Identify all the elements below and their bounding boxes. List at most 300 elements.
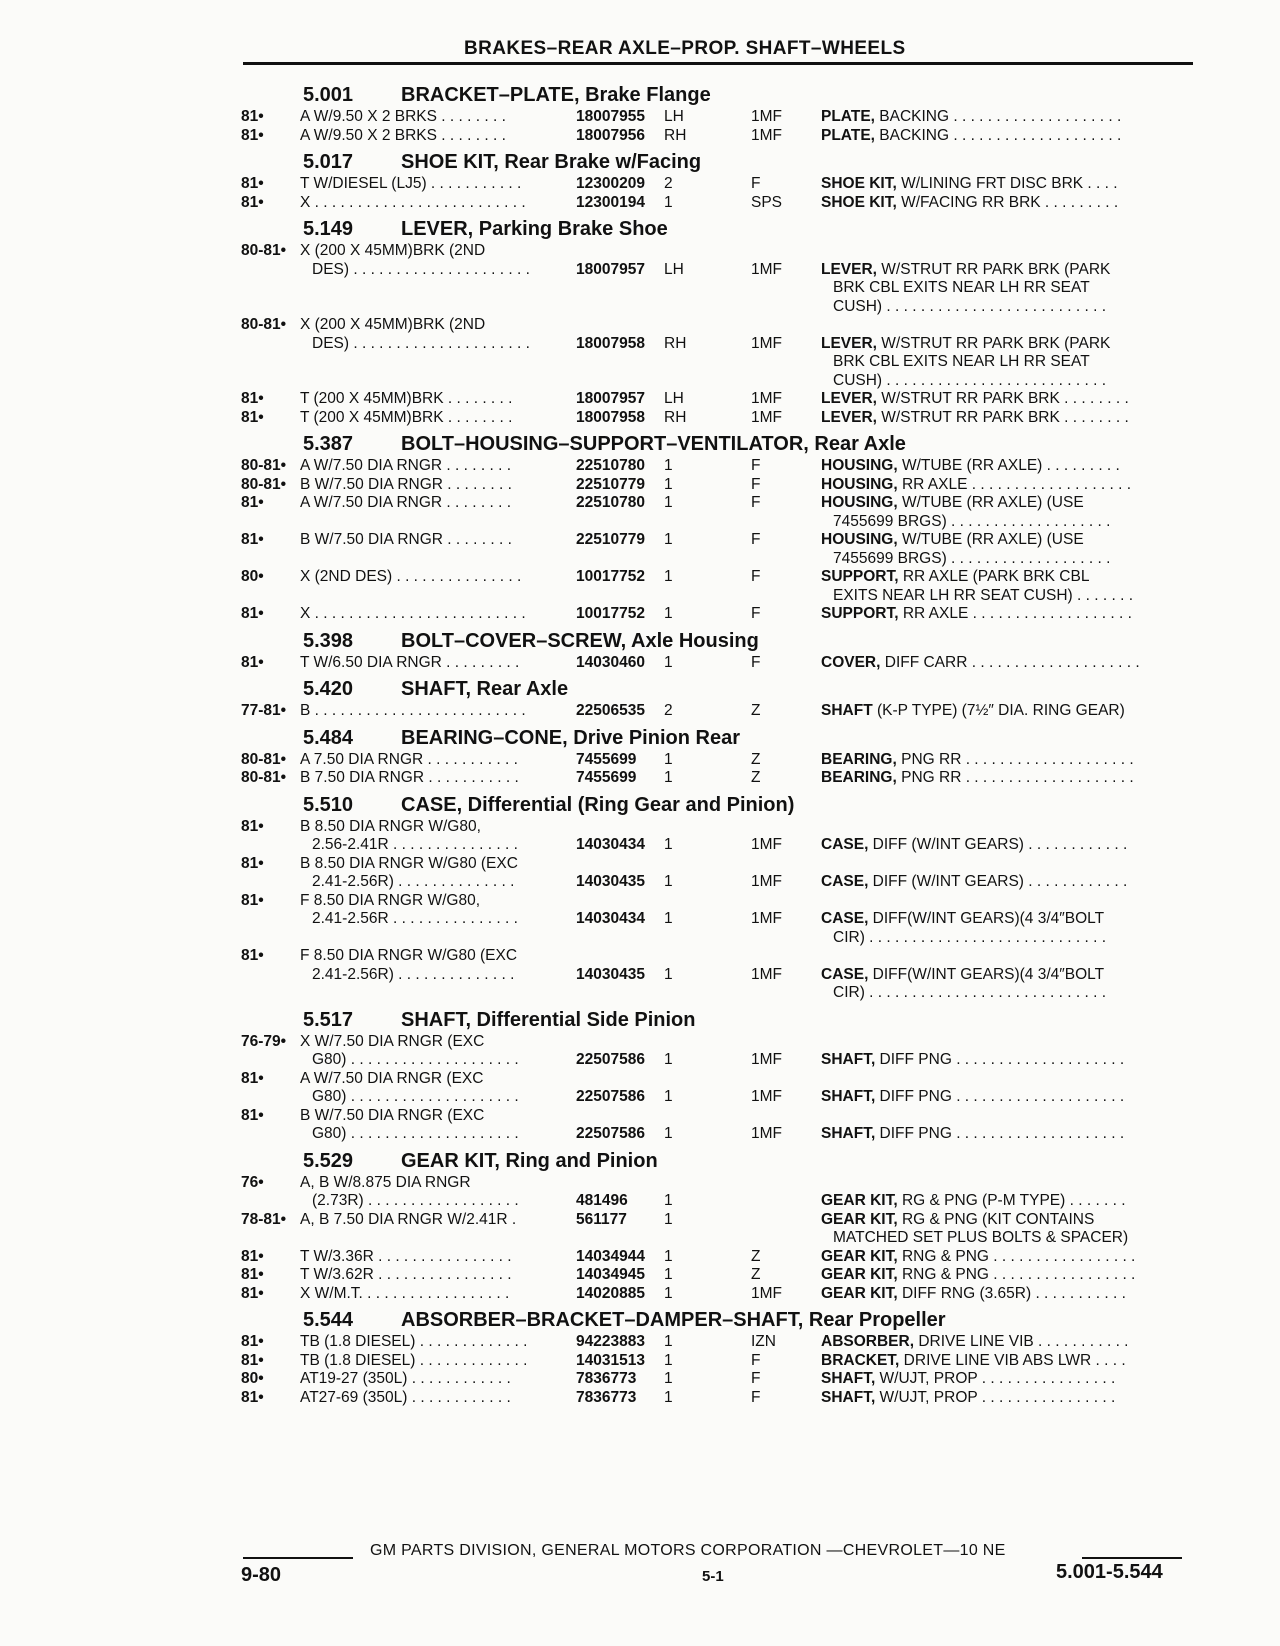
section-title-rest: Drive Pinion Rear	[567, 726, 740, 749]
part-number: 14030435	[576, 965, 645, 983]
source-code: 1MF	[751, 260, 782, 278]
description: AT27-69 (350L) . . . . . . . . . . . .	[300, 1388, 511, 1406]
part-name-rest: DIFF(W/INT GEARS)(4 3/4″BOLT	[868, 965, 1105, 983]
section-title-bold: BOLT–COVER–SCREW,	[401, 629, 627, 652]
part-number: 14030434	[576, 910, 645, 927]
part-name-cont: EXITS NEAR LH RR SEAT CUSH) . . . . . . .	[833, 586, 1134, 604]
part-number: 7455699	[576, 750, 637, 768]
footer-publisher: GM PARTS DIVISION, GENERAL MOTORS CORPORATION —CHEVROLET—10 NE	[370, 1542, 1006, 1559]
quantity: 2	[664, 702, 673, 719]
part-row	[241, 984, 1191, 1003]
year-range: 78-81•	[241, 1210, 287, 1228]
part-name-bold: SHAFT,	[821, 1370, 876, 1387]
part-name	[821, 1088, 1124, 1107]
section-title-rest: Rear Propeller	[803, 1309, 946, 1331]
year-range: 80-81•	[241, 475, 287, 493]
section-title-bold: ABSORBER–BRACKET–DAMPER–SHAFT,	[401, 1309, 804, 1331]
part-name-rest: DIFF PNG . . . . . . . . . . . . . . . . . . . .	[875, 1088, 1125, 1105]
description: A, B 7.50 DIA RNGR W/2.41R .	[300, 1210, 517, 1228]
source-code: IZN	[751, 1333, 776, 1350]
part-name	[821, 751, 1134, 770]
description: B W/7.50 DIA RNGR (EXC	[300, 1106, 485, 1124]
section-heading	[241, 1007, 1191, 1033]
description: AT19-27 (350L) . . . . . . . . . . . .	[300, 1370, 511, 1387]
part-name	[821, 261, 1110, 280]
part-name-bold: SHOE KIT,	[821, 175, 897, 192]
source-code: SPS	[751, 193, 783, 211]
part-name	[821, 1370, 1115, 1389]
part-name-bold: HOUSING,	[821, 457, 898, 474]
part-name	[821, 108, 1121, 127]
part-name-rest: W/STRUT RR PARK BRK (PARK	[876, 260, 1111, 278]
year-range: 80-81•	[241, 769, 287, 786]
part-row	[241, 242, 1191, 261]
part-name-bold: HOUSING,	[821, 475, 898, 493]
part-name-bold: SHAFT,	[821, 1125, 876, 1142]
part-name-rest: W/TUBE (RR AXLE) (USE	[897, 531, 1084, 548]
part-name-bold: LEVER,	[821, 260, 877, 278]
description: B 8.50 DIA RNGR W/G80,	[300, 817, 481, 835]
part-name-cont: BRK CBL EXITS NEAR LH RR SEAT	[833, 279, 1090, 296]
part-name-cont: BRK CBL EXITS NEAR LH RR SEAT	[833, 353, 1090, 370]
part-name-rest: (K-P TYPE) (7½″ DIA. RING GEAR)	[872, 702, 1125, 719]
section-title-bold: SHAFT,	[401, 678, 471, 700]
part-name-rest: RNG & PNG . . . . . . . . . . . . . . . . .	[897, 1266, 1136, 1283]
quantity: 1	[664, 494, 673, 511]
source-code: 1MF	[751, 1051, 782, 1068]
part-row	[241, 1107, 1191, 1126]
part-row	[241, 836, 1191, 855]
description: X (2ND DES) . . . . . . . . . . . . . . .	[300, 568, 522, 585]
source-code: 1MF	[751, 910, 782, 927]
description: T (200 X 45MM)BRK . . . . . . . .	[300, 390, 513, 407]
part-number: 18007957	[576, 390, 645, 407]
part-row	[241, 108, 1191, 127]
section-heading	[241, 725, 1191, 751]
part-name-bold: SHOE KIT,	[821, 193, 897, 211]
part-number: 14030460	[576, 653, 645, 671]
part-name-rest: DIFF PNG . . . . . . . . . . . . . . . . . . . .	[875, 1125, 1125, 1142]
section-title-rest: Rear Axle	[808, 433, 906, 455]
section-title-bold: BEARING–CONE,	[401, 726, 568, 749]
source-code: F	[751, 1351, 761, 1369]
source-code: F	[751, 457, 761, 474]
footer-rule-left	[243, 1557, 353, 1559]
year-range: 81•	[241, 1247, 264, 1265]
part-name-bold: BEARING,	[821, 750, 897, 768]
description: B W/7.50 DIA RNGR . . . . . . . .	[300, 531, 512, 548]
description-cont: 2.56-2.41R . . . . . . . . . . . . . . .	[312, 836, 518, 853]
quantity: 1	[664, 1370, 673, 1387]
section-title-rest: Rear Axle	[471, 678, 569, 700]
part-name-bold: COVER,	[821, 653, 881, 671]
part-row	[241, 769, 1191, 788]
description: F 8.50 DIA RNGR W/G80 (EXC	[300, 947, 518, 964]
section-title-bold: CASE,	[401, 793, 463, 816]
description: B . . . . . . . . . . . . . . . . . . . . . . . . .	[300, 702, 526, 719]
part-name-rest: RR AXLE . . . . . . . . . . . . . . . . . . .	[897, 475, 1132, 493]
source-code: 1MF	[751, 1088, 782, 1105]
part-name-bold: LEVER,	[821, 334, 877, 352]
section-heading	[241, 431, 1191, 457]
description: A, B W/8.875 DIA RNGR	[300, 1173, 471, 1191]
source-code: 1MF	[751, 408, 782, 426]
source-code: 1MF	[751, 126, 782, 144]
quantity: 1	[664, 568, 673, 585]
description-cont: (2.73R) . . . . . . . . . . . . . . . . . .	[312, 1192, 519, 1209]
section-heading	[241, 1148, 1191, 1174]
part-row	[241, 1370, 1191, 1389]
year-range: 81•	[241, 1351, 264, 1369]
part-name-rest: PNG RR . . . . . . . . . . . . . . . . . . . .	[896, 769, 1134, 786]
description: TB (1.8 DIESEL) . . . . . . . . . . . . .	[300, 1351, 528, 1369]
part-number: 14034945	[576, 1266, 645, 1283]
part-number: 7836773	[576, 1370, 637, 1387]
description: A W/9.50 X 2 BRKS . . . . . . . .	[300, 108, 506, 125]
quantity: 1	[664, 910, 673, 927]
part-name-bold: HOUSING,	[821, 531, 898, 548]
section-heading	[241, 82, 1191, 108]
quantity: 1	[664, 1125, 673, 1142]
section-title-rest: Axle Housing	[626, 629, 759, 652]
part-row	[241, 910, 1191, 929]
source-code: 1MF	[751, 836, 782, 853]
part-name-bold: GEAR KIT,	[821, 1247, 898, 1265]
part-number: 561177	[576, 1210, 627, 1228]
part-name	[821, 476, 1131, 495]
part-row	[241, 175, 1191, 194]
part-row	[241, 335, 1191, 354]
section-title	[401, 84, 711, 107]
part-name-bold: PLATE,	[821, 108, 875, 125]
part-number: 22510780	[576, 494, 645, 511]
source-code: F	[751, 1370, 761, 1387]
description: T W/3.62R . . . . . . . . . . . . . . . .	[300, 1266, 512, 1283]
section-title-bold: BOLT–HOUSING–SUPPORT–VENTILATOR,	[401, 433, 809, 455]
part-row	[241, 818, 1191, 837]
part-name	[821, 1211, 1094, 1230]
description-cont: 2.41-2.56R) . . . . . . . . . . . . . .	[312, 873, 515, 890]
part-name-bold: PLATE,	[821, 126, 875, 144]
year-range: 77-81•	[241, 702, 287, 719]
page-header: BRAKES–REAR AXLE–PROP. SHAFT–WHEELS	[464, 38, 906, 59]
part-row	[241, 494, 1191, 513]
section-title-rest: Differential Side Pinion	[471, 1008, 696, 1031]
description-cont: G80) . . . . . . . . . . . . . . . . . . . .	[312, 1051, 519, 1068]
source-code: 1MF	[751, 1125, 782, 1142]
part-name	[821, 194, 1118, 213]
quantity: RH	[664, 408, 687, 426]
source-code: F	[751, 475, 761, 493]
part-name	[821, 654, 1140, 673]
part-row	[241, 127, 1191, 146]
source-code: 1MF	[751, 108, 782, 125]
quantity: 1	[664, 653, 673, 671]
part-name-bold: CASE,	[821, 873, 869, 890]
part-row	[241, 1352, 1191, 1371]
quantity: 1	[664, 457, 673, 474]
quantity: 1	[664, 531, 673, 548]
year-range: 81•	[241, 175, 264, 192]
description-cont: 2.41-2.56R) . . . . . . . . . . . . . .	[312, 965, 515, 983]
description: X (200 X 45MM)BRK (2ND	[300, 242, 486, 259]
source-code: Z	[751, 750, 761, 768]
description: B W/7.50 DIA RNGR . . . . . . . .	[300, 475, 512, 493]
part-name	[821, 605, 1132, 624]
description-cont: DES) . . . . . . . . . . . . . . . . . . . . .	[312, 334, 530, 352]
part-name-rest: RG & PNG (P-M TYPE) . . . . . . .	[897, 1192, 1126, 1209]
footer-range: 5.001-5.544	[1056, 1561, 1163, 1583]
part-name-bold: GEAR KIT,	[821, 1210, 898, 1228]
part-row	[241, 550, 1191, 569]
part-name-rest: BACKING . . . . . . . . . . . . . . . . . . . .	[874, 108, 1122, 125]
part-name	[821, 702, 1125, 721]
part-name-cont: MATCHED SET PLUS BOLTS & SPACER)	[833, 1229, 1129, 1246]
part-name-rest: DIFF (W/INT GEARS) . . . . . . . . . . . .	[868, 836, 1128, 853]
part-row	[241, 1333, 1191, 1352]
part-row	[241, 605, 1191, 624]
part-row	[241, 1211, 1191, 1230]
part-row	[241, 702, 1191, 721]
section-title	[401, 678, 568, 701]
source-code: Z	[751, 1247, 761, 1265]
part-row	[241, 1192, 1191, 1211]
section-title-bold: GEAR KIT,	[401, 1149, 500, 1172]
part-row	[241, 1125, 1191, 1144]
description: X W/M.T. . . . . . . . . . . . . . . . . .	[300, 1284, 510, 1302]
part-row	[241, 1248, 1191, 1267]
section-number: 5.387	[303, 433, 354, 455]
part-name-rest: DIFF (W/INT GEARS) . . . . . . . . . . . .	[868, 873, 1128, 890]
year-range: 76•	[241, 1173, 264, 1191]
part-row	[241, 855, 1191, 874]
source-code: Z	[751, 1266, 761, 1283]
quantity: RH	[664, 126, 687, 144]
parts-list	[241, 78, 1191, 1407]
part-name-rest: DRIVE LINE VIB ABS LWR . . . .	[899, 1351, 1126, 1369]
part-name-bold: SHAFT,	[821, 1051, 876, 1068]
part-name	[821, 531, 1084, 550]
source-code: F	[751, 494, 761, 511]
quantity: 1	[664, 1051, 673, 1068]
description: A W/7.50 DIA RNGR . . . . . . . .	[300, 494, 512, 511]
part-row	[241, 751, 1191, 770]
section-title	[401, 630, 759, 653]
page-number: 5-1	[702, 1568, 724, 1585]
part-name	[821, 1248, 1135, 1267]
year-range: 81•	[241, 408, 264, 426]
section-number: 5.529	[303, 1149, 354, 1172]
part-name	[821, 910, 1104, 929]
part-name-bold: LEVER,	[821, 408, 877, 426]
year-range: 81•	[241, 817, 264, 835]
description: F 8.50 DIA RNGR W/G80,	[300, 891, 481, 909]
part-row	[241, 409, 1191, 428]
section-title-bold: SHAFT,	[401, 1008, 471, 1031]
part-name-bold: BEARING,	[821, 769, 897, 786]
source-code: 1MF	[751, 965, 782, 983]
part-row	[241, 568, 1191, 587]
part-row	[241, 654, 1191, 673]
part-name-bold: CASE,	[821, 836, 869, 853]
part-name-bold: CASE,	[821, 965, 869, 983]
part-row	[241, 1051, 1191, 1070]
section-title	[401, 151, 701, 174]
section-number: 5.544	[303, 1309, 354, 1331]
part-row	[241, 966, 1191, 985]
description: T W/6.50 DIA RNGR . . . . . . . . .	[300, 653, 520, 671]
part-row	[241, 1088, 1191, 1107]
part-number: 18007957	[576, 260, 645, 278]
section-title	[401, 433, 906, 456]
part-number: 18007958	[576, 408, 645, 426]
section-number: 5.398	[303, 629, 354, 652]
quantity: 1	[664, 1210, 673, 1228]
year-range: 81•	[241, 605, 264, 622]
part-name-rest: RR AXLE (PARK BRK CBL	[898, 568, 1090, 585]
part-number: 18007956	[576, 126, 645, 144]
part-row	[241, 1266, 1191, 1285]
description: B 7.50 DIA RNGR . . . . . . . . . . .	[300, 769, 519, 786]
quantity: 1	[664, 836, 673, 853]
part-name-rest: W/TUBE (RR AXLE) (USE	[897, 494, 1084, 511]
section-title	[401, 727, 740, 750]
quantity: 1	[664, 1247, 673, 1265]
footer-date: 9-80	[241, 1564, 282, 1586]
part-name-cont: CIR) . . . . . . . . . . . . . . . . . . . . . . . . . . . .	[833, 928, 1107, 946]
part-name	[821, 390, 1129, 409]
part-name-bold: SUPPORT,	[821, 605, 899, 622]
quantity: RH	[664, 334, 687, 352]
description: B 8.50 DIA RNGR W/G80 (EXC	[300, 854, 518, 872]
source-code: Z	[751, 769, 761, 786]
year-range: 81•	[241, 494, 264, 511]
source-code: 1MF	[751, 334, 782, 352]
section-title-bold: SHOE KIT, Rear Brake w/Facing	[401, 151, 702, 173]
source-code: F	[751, 605, 761, 622]
source-code: F	[751, 1388, 761, 1406]
source-code: F	[751, 568, 761, 585]
section-number: 5.510	[303, 793, 354, 816]
part-number: 10017752	[576, 568, 645, 585]
part-row	[241, 1389, 1191, 1408]
source-code: Z	[751, 702, 761, 719]
source-code: 1MF	[751, 1284, 782, 1302]
part-name	[821, 1389, 1115, 1408]
part-row	[241, 1070, 1191, 1089]
section-number: 5.149	[303, 218, 354, 240]
part-name-bold: GEAR KIT,	[821, 1284, 898, 1302]
quantity: 1	[664, 605, 673, 622]
part-row	[241, 947, 1191, 966]
part-number: 14020885	[576, 1284, 645, 1302]
part-row	[241, 390, 1191, 409]
quantity: 1	[664, 1351, 673, 1369]
part-number: 7455699	[576, 769, 637, 786]
part-number: 22507586	[576, 1125, 645, 1142]
quantity: 2	[664, 175, 673, 192]
part-row	[241, 457, 1191, 476]
part-number: 22507586	[576, 1088, 645, 1105]
part-row	[241, 194, 1191, 213]
section-title	[401, 1009, 695, 1032]
source-code: F	[751, 175, 761, 192]
quantity: LH	[664, 390, 684, 407]
quantity: 1	[664, 873, 673, 890]
part-name-bold: CASE,	[821, 910, 869, 927]
section-heading	[241, 792, 1191, 818]
part-name	[821, 457, 1120, 476]
part-number: 14030434	[576, 836, 645, 853]
part-name	[821, 1125, 1124, 1144]
part-number: 481496	[576, 1192, 628, 1209]
part-row	[241, 353, 1191, 372]
section-heading	[241, 628, 1191, 654]
description: X W/7.50 DIA RNGR (EXC	[300, 1032, 485, 1050]
part-name	[821, 836, 1127, 855]
section-title	[401, 1309, 946, 1332]
quantity: 1	[664, 1388, 673, 1406]
description: A W/7.50 DIA RNGR . . . . . . . .	[300, 457, 512, 474]
part-name-rest: DIFF(W/INT GEARS)(4 3/4″BOLT	[868, 910, 1105, 927]
part-name	[821, 409, 1129, 428]
year-range: 81•	[241, 1106, 264, 1124]
year-range: 80•	[241, 568, 264, 585]
year-range: 81•	[241, 854, 264, 872]
description: A W/9.50 X 2 BRKS . . . . . . . .	[300, 126, 506, 144]
part-number: 22507586	[576, 1051, 645, 1068]
part-number: 14034944	[576, 1247, 645, 1265]
part-name	[821, 1051, 1124, 1070]
section-number: 5.484	[303, 726, 354, 749]
section-number: 5.017	[303, 151, 354, 173]
part-name	[821, 1192, 1126, 1211]
part-row	[241, 279, 1191, 298]
part-row	[241, 929, 1191, 948]
year-range: 81•	[241, 1284, 264, 1302]
part-name	[821, 769, 1134, 788]
part-row	[241, 476, 1191, 495]
part-name-bold: SHAFT,	[821, 1088, 876, 1105]
part-row	[241, 513, 1191, 532]
part-name-rest: DRIVE LINE VIB . . . . . . . . . . .	[914, 1333, 1129, 1350]
part-number: 18007958	[576, 334, 645, 352]
section-heading	[241, 216, 1191, 242]
section-title-rest: Ring and Pinion	[499, 1149, 658, 1172]
part-name-bold: SHAFT,	[821, 1388, 876, 1406]
part-number: 22510779	[576, 531, 645, 548]
quantity: 1	[664, 1192, 673, 1209]
quantity: 1	[664, 1333, 673, 1350]
year-range: 81•	[241, 1266, 264, 1283]
year-range: 81•	[241, 193, 264, 211]
part-row	[241, 372, 1191, 391]
part-row	[241, 892, 1191, 911]
part-name	[821, 568, 1089, 587]
part-name-rest: W/UJT, PROP . . . . . . . . . . . . . . . .	[875, 1370, 1116, 1387]
part-row	[241, 531, 1191, 550]
part-name-bold: SHAFT	[821, 702, 873, 719]
section-heading	[241, 1307, 1191, 1333]
year-range: 81•	[241, 1069, 264, 1087]
part-number: 7836773	[576, 1388, 637, 1406]
section-title	[401, 794, 794, 817]
year-range: 81•	[241, 390, 264, 407]
source-code: 1MF	[751, 390, 782, 407]
section-title	[401, 1150, 658, 1173]
part-name-rest: RNG & PNG . . . . . . . . . . . . . . . . .	[897, 1247, 1136, 1265]
year-range: 80-81•	[241, 316, 287, 333]
